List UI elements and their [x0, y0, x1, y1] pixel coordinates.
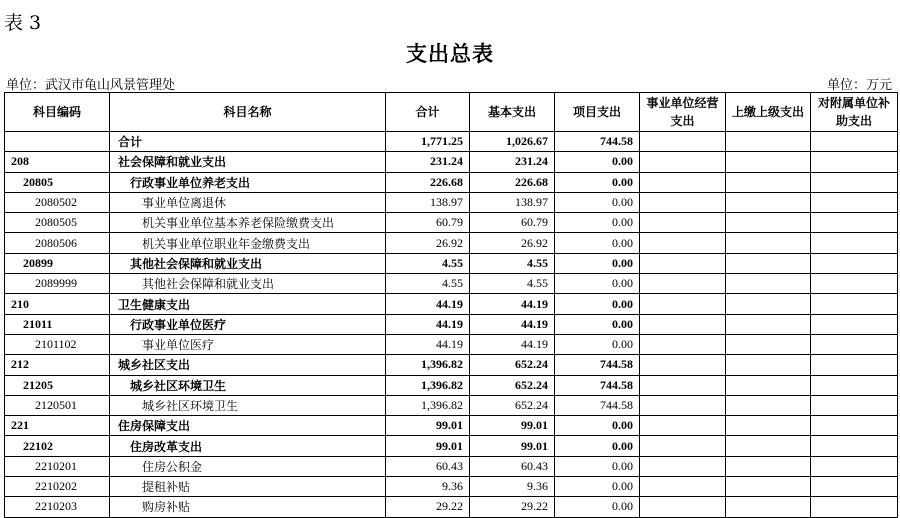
total-cell: 231.24: [386, 152, 470, 172]
upper-remittance-cell: [726, 132, 811, 152]
basic-expenditure-cell: 652.24: [470, 395, 555, 415]
subject-code-cell: 2120501: [5, 395, 110, 415]
operating-expenditure-cell: [640, 395, 726, 415]
subject-name-cell: 事业单位离退休: [110, 192, 386, 212]
upper-remittance-cell: [726, 253, 811, 273]
header-upper-remittance: 上缴上级支出: [726, 93, 811, 132]
project-expenditure-cell: 744.58: [555, 132, 640, 152]
operating-expenditure-cell: [640, 436, 726, 456]
upper-remittance-cell: [726, 274, 811, 294]
total-cell: 1,396.82: [386, 375, 470, 395]
subject-name-cell: 行政事业单位医疗: [110, 314, 386, 334]
upper-remittance-cell: [726, 172, 811, 192]
basic-expenditure-cell: 4.55: [470, 274, 555, 294]
total-cell: 44.19: [386, 314, 470, 334]
project-expenditure-cell: 0.00: [555, 334, 640, 354]
total-cell: 226.68: [386, 172, 470, 192]
subject-name-cell: 住房公积金: [110, 456, 386, 476]
basic-expenditure-cell: 44.19: [470, 294, 555, 314]
table-row: [5, 253, 898, 273]
table-row: [5, 416, 898, 436]
header-total: 合计: [386, 93, 470, 132]
affiliate-subsidy-cell: [811, 497, 898, 517]
affiliate-subsidy-cell: [811, 456, 898, 476]
table-row: [5, 355, 898, 375]
basic-expenditure-cell: 26.92: [470, 233, 555, 253]
basic-expenditure-cell: 652.24: [470, 375, 555, 395]
project-expenditure-cell: 0.00: [555, 497, 640, 517]
subject-code-cell: 208: [5, 152, 110, 172]
total-cell: 9.36: [386, 477, 470, 497]
upper-remittance-cell: [726, 233, 811, 253]
affiliate-subsidy-cell: [811, 416, 898, 436]
subject-code-cell: 21011: [5, 314, 110, 334]
upper-remittance-cell: [726, 416, 811, 436]
operating-expenditure-cell: [640, 456, 726, 476]
project-expenditure-cell: 0.00: [555, 456, 640, 476]
total-cell: 4.55: [386, 253, 470, 273]
subject-name-cell: 其他社会保障和就业支出: [110, 274, 386, 294]
affiliate-subsidy-cell: [811, 436, 898, 456]
upper-remittance-cell: [726, 456, 811, 476]
basic-expenditure-cell: 138.97: [470, 192, 555, 212]
operating-expenditure-cell: [640, 152, 726, 172]
subject-name-cell: 事业单位医疗: [110, 334, 386, 354]
project-expenditure-cell: 0.00: [555, 152, 640, 172]
total-cell: 138.97: [386, 192, 470, 212]
affiliate-subsidy-cell: [811, 274, 898, 294]
table-row: [5, 375, 898, 395]
affiliate-subsidy-cell: [811, 477, 898, 497]
subject-code-cell: 2210201: [5, 456, 110, 476]
operating-expenditure-cell: [640, 355, 726, 375]
basic-expenditure-cell: 231.24: [470, 152, 555, 172]
table-row: [5, 274, 898, 294]
affiliate-subsidy-cell: [811, 294, 898, 314]
basic-expenditure-cell: 44.19: [470, 334, 555, 354]
operating-expenditure-cell: [640, 375, 726, 395]
operating-expenditure-cell: [640, 497, 726, 517]
basic-expenditure-cell: 60.43: [470, 456, 555, 476]
subject-name-cell: 住房保障支出: [110, 416, 386, 436]
subject-code-cell: 2210202: [5, 477, 110, 497]
subject-code-cell: 20805: [5, 172, 110, 192]
basic-expenditure-cell: 60.79: [470, 213, 555, 233]
total-cell: 44.19: [386, 334, 470, 354]
header-subject-name: 科目名称: [110, 93, 386, 132]
table-row: [5, 314, 898, 334]
basic-expenditure-cell: 9.36: [470, 477, 555, 497]
upper-remittance-cell: [726, 314, 811, 334]
project-expenditure-cell: 0.00: [555, 436, 640, 456]
affiliate-subsidy-cell: [811, 192, 898, 212]
total-cell: 99.01: [386, 416, 470, 436]
affiliate-subsidy-cell: [811, 253, 898, 273]
table-row: [5, 395, 898, 415]
header-affiliate-subsidy: 对附属单位补助支出: [811, 93, 898, 132]
affiliate-subsidy-cell: [811, 213, 898, 233]
total-cell: 29.22: [386, 497, 470, 517]
total-cell: 60.43: [386, 456, 470, 476]
table-row: [5, 132, 898, 152]
subject-code-cell: 20899: [5, 253, 110, 273]
basic-expenditure-cell: 226.68: [470, 172, 555, 192]
basic-expenditure-cell: 99.01: [470, 416, 555, 436]
subject-name-cell: 行政事业单位养老支出: [110, 172, 386, 192]
total-cell: 4.55: [386, 274, 470, 294]
subject-code-cell: 2210203: [5, 497, 110, 517]
total-cell: 1,396.82: [386, 355, 470, 375]
project-expenditure-cell: 0.00: [555, 253, 640, 273]
affiliate-subsidy-cell: [811, 334, 898, 354]
operating-expenditure-cell: [640, 416, 726, 436]
basic-expenditure-cell: 44.19: [470, 314, 555, 334]
project-expenditure-cell: 0.00: [555, 233, 640, 253]
subject-name-cell: 提租补贴: [110, 477, 386, 497]
operating-expenditure-cell: [640, 253, 726, 273]
total-cell: 44.19: [386, 294, 470, 314]
subject-code-cell: 2080505: [5, 213, 110, 233]
subject-name-cell: 购房补贴: [110, 497, 386, 517]
upper-remittance-cell: [726, 497, 811, 517]
upper-remittance-cell: [726, 152, 811, 172]
table-row: [5, 436, 898, 456]
project-expenditure-cell: 0.00: [555, 274, 640, 294]
operating-expenditure-cell: [640, 132, 726, 152]
header-project-expenditure: 项目支出: [555, 93, 640, 132]
affiliate-subsidy-cell: [811, 355, 898, 375]
basic-expenditure-cell: 652.24: [470, 355, 555, 375]
table-row: [5, 233, 898, 253]
table-row: [5, 172, 898, 192]
affiliate-subsidy-cell: [811, 395, 898, 415]
basic-expenditure-cell: 99.01: [470, 436, 555, 456]
header-subject-code: 科目编码: [5, 93, 110, 132]
affiliate-subsidy-cell: [811, 314, 898, 334]
project-expenditure-cell: 744.58: [555, 355, 640, 375]
affiliate-subsidy-cell: [811, 132, 898, 152]
header-basic-expenditure: 基本支出: [470, 93, 555, 132]
table-row: [5, 334, 898, 354]
operating-expenditure-cell: [640, 477, 726, 497]
project-expenditure-cell: 0.00: [555, 192, 640, 212]
project-expenditure-cell: 0.00: [555, 416, 640, 436]
subject-code-cell: 21205: [5, 375, 110, 395]
currency-unit: 单位：万元: [826, 78, 892, 93]
operating-expenditure-cell: [640, 294, 726, 314]
total-cell: 99.01: [386, 436, 470, 456]
table-header-row: [5, 93, 898, 132]
project-expenditure-cell: 0.00: [555, 314, 640, 334]
expenditure-table: [4, 92, 898, 518]
table-row: [5, 152, 898, 172]
subject-code-cell: [5, 132, 110, 152]
table-row: [5, 294, 898, 314]
total-cell: 26.92: [386, 233, 470, 253]
operating-expenditure-cell: [640, 172, 726, 192]
table-row: [5, 213, 898, 233]
subject-name-cell: 社会保障和就业支出: [110, 152, 386, 172]
subject-name-cell: 城乡社区环境卫生: [110, 395, 386, 415]
upper-remittance-cell: [726, 294, 811, 314]
subject-name-cell: 机关事业单位基本养老保险缴费支出: [110, 213, 386, 233]
upper-remittance-cell: [726, 436, 811, 456]
upper-remittance-cell: [726, 192, 811, 212]
total-cell: 1,771.25: [386, 132, 470, 152]
upper-remittance-cell: [726, 477, 811, 497]
subject-code-cell: 212: [5, 355, 110, 375]
operating-expenditure-cell: [640, 274, 726, 294]
table-row: [5, 192, 898, 212]
project-expenditure-cell: 0.00: [555, 172, 640, 192]
operating-expenditure-cell: [640, 314, 726, 334]
affiliate-subsidy-cell: [811, 152, 898, 172]
affiliate-subsidy-cell: [811, 375, 898, 395]
reporting-unit: 单位：武汉市龟山风景管理处: [6, 78, 176, 93]
subject-name-cell: 合计: [110, 132, 386, 152]
operating-expenditure-cell: [640, 233, 726, 253]
subject-code-cell: 2101102: [5, 334, 110, 354]
table-number: 表 3: [4, 12, 42, 34]
subject-name-cell: 机关事业单位职业年金缴费支出: [110, 233, 386, 253]
total-cell: 1,396.82: [386, 395, 470, 415]
subject-name-cell: 城乡社区环境卫生: [110, 375, 386, 395]
subject-name-cell: 住房改革支出: [110, 436, 386, 456]
upper-remittance-cell: [726, 375, 811, 395]
affiliate-subsidy-cell: [811, 233, 898, 253]
project-expenditure-cell: 0.00: [555, 213, 640, 233]
upper-remittance-cell: [726, 395, 811, 415]
subject-name-cell: 城乡社区支出: [110, 355, 386, 375]
project-expenditure-cell: 0.00: [555, 294, 640, 314]
operating-expenditure-cell: [640, 192, 726, 212]
header-operating-expenditure: 事业单位经营支出: [640, 93, 726, 132]
table-row: [5, 456, 898, 476]
subject-name-cell: 其他社会保障和就业支出: [110, 253, 386, 273]
table-row: [5, 477, 898, 497]
subject-code-cell: 2080502: [5, 192, 110, 212]
subject-code-cell: 2089999: [5, 274, 110, 294]
subject-name-cell: 卫生健康支出: [110, 294, 386, 314]
subject-code-cell: 22102: [5, 436, 110, 456]
operating-expenditure-cell: [640, 213, 726, 233]
upper-remittance-cell: [726, 334, 811, 354]
basic-expenditure-cell: 1,026.67: [470, 132, 555, 152]
upper-remittance-cell: [726, 355, 811, 375]
subject-code-cell: 221: [5, 416, 110, 436]
table-row: [5, 497, 898, 517]
basic-expenditure-cell: 4.55: [470, 253, 555, 273]
subject-code-cell: 2080506: [5, 233, 110, 253]
project-expenditure-cell: 744.58: [555, 375, 640, 395]
basic-expenditure-cell: 29.22: [470, 497, 555, 517]
subject-code-cell: 210: [5, 294, 110, 314]
affiliate-subsidy-cell: [811, 172, 898, 192]
project-expenditure-cell: 0.00: [555, 477, 640, 497]
page-title: 支出总表: [406, 42, 494, 66]
operating-expenditure-cell: [640, 334, 726, 354]
upper-remittance-cell: [726, 213, 811, 233]
project-expenditure-cell: 744.58: [555, 395, 640, 415]
total-cell: 60.79: [386, 213, 470, 233]
